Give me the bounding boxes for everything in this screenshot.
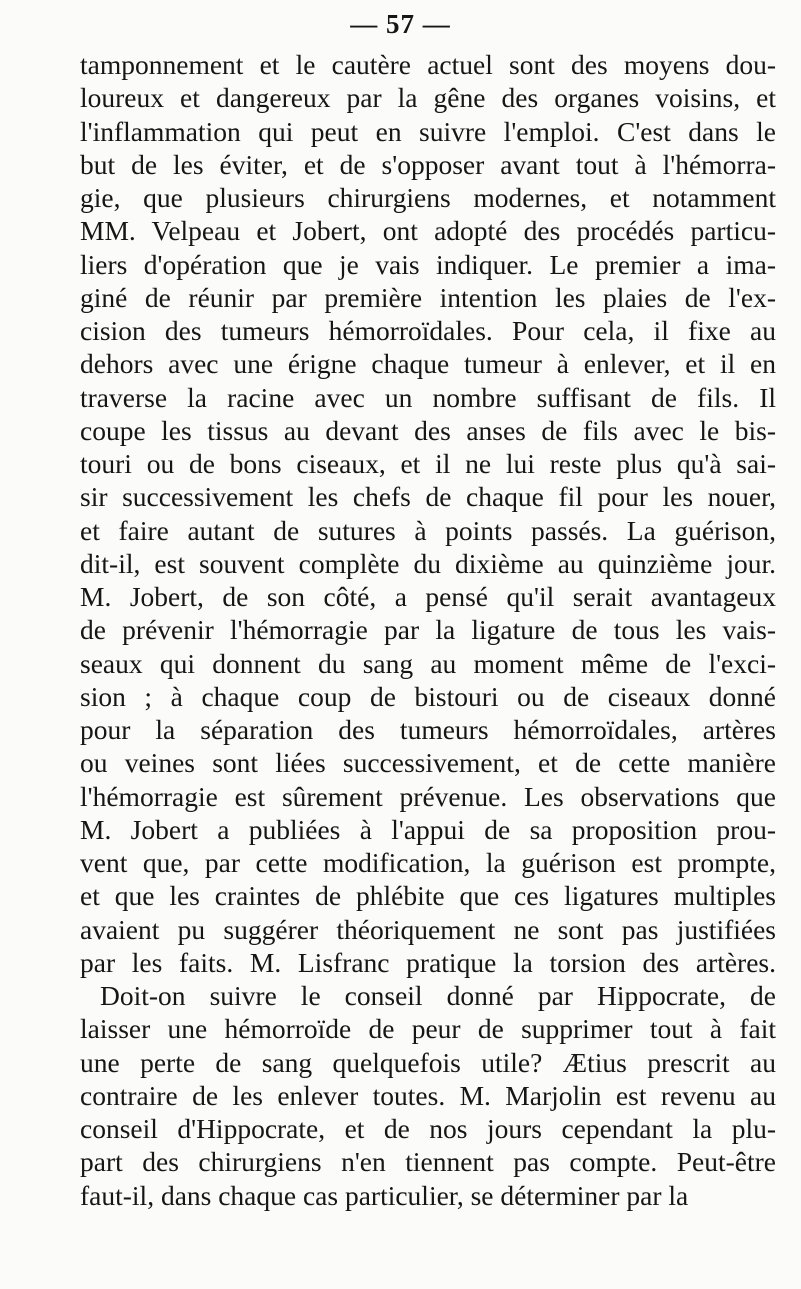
text-line: sir successivement les chefs de chaque fil pour les nouer,	[80, 481, 776, 513]
text-line: gie, que plusieurs chirurgiens modernes, et notamment	[80, 182, 776, 213]
page-number: — 57 —	[350, 9, 451, 39]
text-line: dit-il, est souvent complète du dixième au quinzième jour.	[80, 547, 776, 579]
text-line: loureux et dangereux par la gêne des organes voisins, et	[80, 82, 776, 114]
text-line: par les faits. M. Lisfranc pratique la torsion des artères.	[80, 946, 776, 978]
text-line: cision des tumeurs hémorroïdales. Pour cela, il fixe au	[80, 315, 776, 346]
text-line: coupe les tissus au devant des anses de fils avec le bis-	[80, 414, 776, 446]
text-line: et que les craintes de phlébite que ces ligatures multiples	[80, 880, 776, 912]
text-line: laisser une hémorroïde de peur de supprimer tout à fait	[80, 1013, 776, 1045]
text-line: et faire autant de sutures à points passés. La guérison,	[80, 514, 776, 546]
text-line: l'inflammation qui peut en suivre l'emploi. C'est dans le	[80, 115, 776, 147]
text-line: seaux qui donnent du sang au moment même de l'exci-	[80, 647, 776, 679]
text-line: touri ou de bons ciseaux, et il ne lui reste plus qu'à sai-	[80, 448, 776, 479]
text-line: l'hémorragie est sûrement prévenue. Les observations que	[80, 780, 776, 812]
text-line: giné de réunir par première intention les plaies de l'ex-	[80, 281, 776, 313]
text-line: traverse la racine avec un nombre suffisant de fils. Il	[80, 381, 776, 413]
text-line: une perte de sang quelquefois utile? Ætius prescrit au	[80, 1046, 776, 1078]
text-line: MM. Velpeau et Jobert, ont adopté des procédés particu-	[80, 215, 776, 247]
text-line: vent que, par cette modification, la guérison est prompte,	[80, 847, 776, 878]
body-text	[80, 48, 776, 1212]
text-line: de prévenir l'hémorragie par la ligature de tous les vais-	[80, 614, 776, 646]
text-line: dehors avec une érigne chaque tumeur à enlever, et il en	[80, 348, 776, 380]
text-line: conseil d'Hippocrate, et de nos jours cependant la plu-	[80, 1113, 776, 1144]
text-line: contraire de les enlever toutes. M. Marjolin est revenu au	[80, 1079, 776, 1111]
text-line: M. Jobert, de son côté, a pensé qu'il serait avantageux	[80, 581, 776, 612]
text-line: ou veines sont liées successivement, et de cette manière	[80, 747, 776, 779]
text-line: Doit-on suivre le conseil donné par Hippocrate, de	[100, 980, 776, 1011]
text-line: avaient pu suggérer théoriquement ne sont pas justifiées	[80, 913, 776, 945]
text-line: liers d'opération que je vais indiquer. Le premier a ima-	[80, 248, 776, 280]
text-line: faut-il, dans chaque cas particulier, se déterminer par la	[80, 1179, 689, 1211]
text-line: M. Jobert a publiées à l'appui de sa proposition prou-	[80, 813, 776, 845]
text-line: tamponnement et le cautère actuel sont des moyens dou-	[80, 49, 776, 80]
text-line: but de les éviter, et de s'opposer avant tout à l'hémorra-	[80, 148, 776, 180]
text-line: sion ; à chaque coup de bistouri ou de ciseaux donné	[80, 680, 776, 712]
text-line: part des chirurgiens n'en tiennent pas compte. Peut-être	[80, 1146, 776, 1178]
text-line: pour la séparation des tumeurs hémorroïdales, artères	[80, 714, 776, 745]
